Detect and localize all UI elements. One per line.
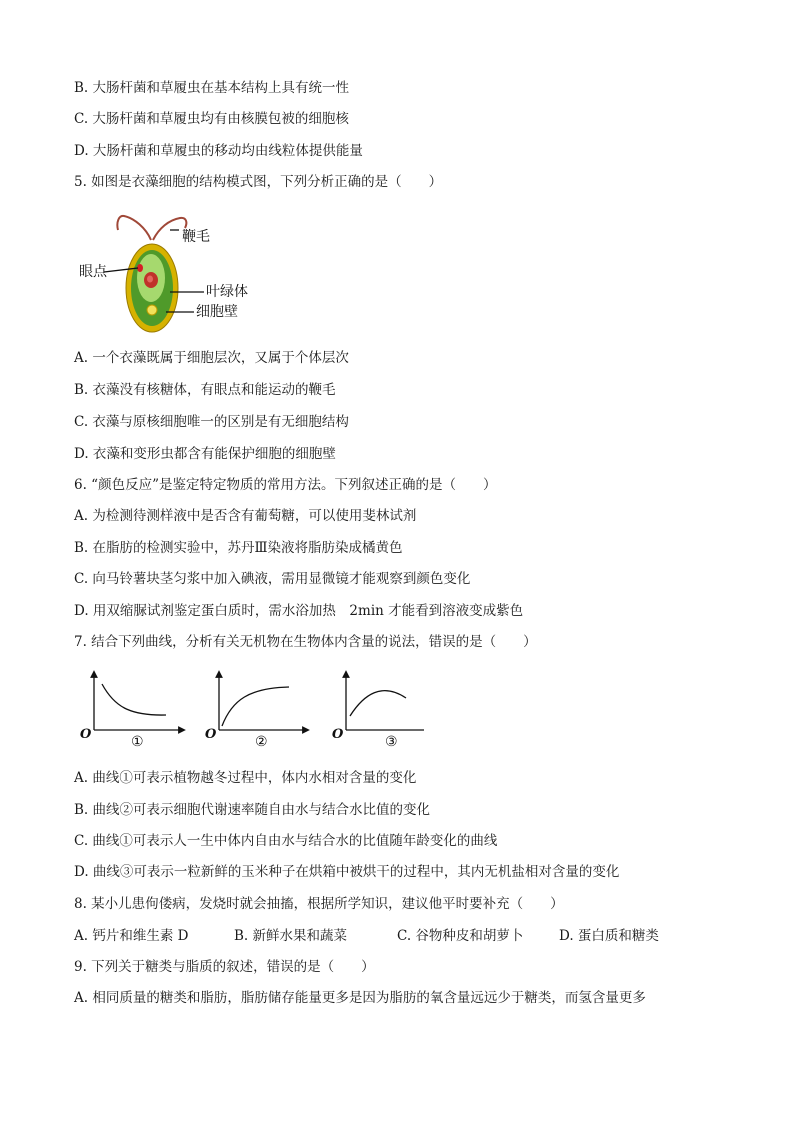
q9-option-a: A. 相同质量的糖类和脂肪，脂肪储存能量更多是因为脂肪的氧含量远远少于糖类，而氢含量更多 — [74, 990, 646, 1006]
q7-option-b: B. 曲线②可表示细胞代谢速率随自由水与结合水比值的变化 — [74, 802, 431, 818]
graph-label-2: ② — [255, 734, 268, 750]
label-eyespot: 眼点 — [79, 264, 107, 280]
q8-option-c: C. 谷物种皮和胡萝卜 — [397, 928, 524, 944]
graph-1 — [80, 674, 182, 750]
q5-stem: 5. 如图是衣藻细胞的结构模式图，下列分析正确的是（ ） — [74, 174, 443, 190]
q7-curve-graphs — [74, 670, 424, 752]
q5-option-b: B. 衣藻没有核糖体，有眼点和能运动的鞭毛 — [74, 382, 336, 398]
origin-label-2: O — [205, 727, 217, 742]
pyrenoid — [147, 305, 157, 315]
q8-option-b: B. 新鲜水果和蔬菜 — [234, 928, 348, 944]
origin-label-3: O — [332, 727, 344, 742]
q8-option-d: D. 蛋白质和糖类 — [559, 928, 659, 944]
q6-stem: 6. “颜色反应”是鉴定特定物质的常用方法。下列叙述正确的是（ ） — [74, 477, 497, 493]
q6-option-d: D. 用双缩脲试剂鉴定蛋白质时，需水浴加热 2min 才能看到溶液变成紫色 — [74, 603, 524, 619]
q8-option-a: A. 钙片和维生素 D — [74, 928, 189, 944]
graph-label-1: ① — [131, 734, 144, 750]
q7-option-a: A. 曲线①可表示植物越冬过程中，体内水相对含量的变化 — [74, 770, 417, 786]
q4-option-b: B. 大肠杆菌和草履虫在基本结构上具有统一性 — [74, 80, 350, 96]
flagellum-left — [117, 216, 151, 240]
origin-label-1: O — [80, 727, 92, 742]
q7-stem: 7. 结合下列曲线，分析有关无机物在生物体内含量的说法，错误的是（ ） — [74, 634, 537, 650]
curve-3 — [350, 691, 406, 716]
q6-option-b: B. 在脂肪的检测实验中，苏丹Ⅲ染液将脂肪染成橘黄色 — [74, 540, 403, 556]
graph-label-3: ③ — [385, 734, 398, 750]
q4-option-c: C. 大肠杆菌和草履虫均有由核膜包被的细胞核 — [74, 111, 349, 127]
q6-option-c: C. 向马铃薯块茎匀浆中加入碘液，需用显微镜才能观察到颜色变化 — [74, 571, 471, 587]
q8-stem: 8. 某小儿患佝偻病，发烧时就会抽搐，根据所学知识，建议他平时要补充（ ） — [74, 896, 564, 912]
graph-2 — [205, 674, 306, 750]
q9-stem: 9. 下列关于糖类与脂质的叙述，错误的是（ ） — [74, 959, 375, 975]
q8-options-row — [74, 928, 774, 944]
label-cell-wall: 细胞壁 — [196, 304, 238, 320]
q7-option-c: C. 曲线①可表示人一生中体内自由水与结合水的比值随年龄变化的曲线 — [74, 833, 498, 849]
label-flagella: 鞭毛 — [182, 229, 210, 245]
curve-2 — [222, 687, 289, 726]
chlamydomonas-diagram — [74, 208, 274, 333]
q5-option-d: D. 衣藻和变形虫都含有能保护细胞的细胞壁 — [74, 446, 336, 462]
graph-3 — [332, 674, 424, 750]
curve-1 — [102, 684, 166, 715]
q4-option-d: D. 大肠杆菌和草履虫的移动均由线粒体提供能量 — [74, 143, 363, 159]
q6-option-a: A. 为检测待测样液中是否含有葡萄糖，可以使用斐林试剂 — [74, 508, 417, 524]
q5-option-c: C. 衣藻与原核细胞唯一的区别是有无细胞结构 — [74, 414, 349, 430]
q7-option-d: D. 曲线③可表示一粒新鲜的玉米种子在烘箱中被烘干的过程中，其内无机盐相对含量的变化 — [74, 864, 620, 880]
q5-option-a: A. 一个衣藻既属于细胞层次，又属于个体层次 — [74, 350, 349, 366]
label-chloroplast: 叶绿体 — [206, 284, 248, 300]
